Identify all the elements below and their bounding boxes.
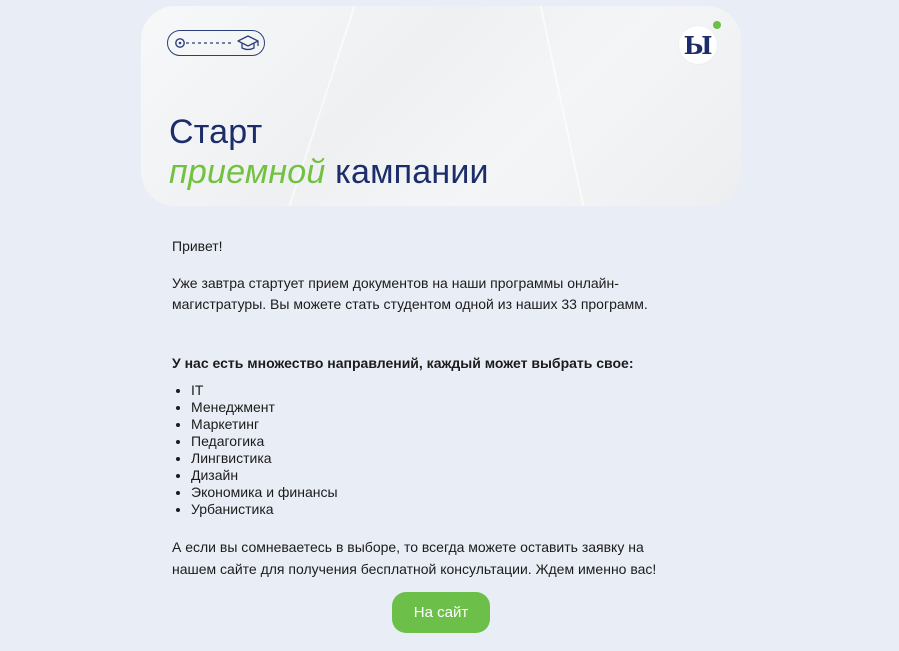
list-item: • Маркетинг (191, 416, 662, 433)
banner-title-rest: кампании (335, 153, 489, 191)
list-item: • Педагогика (191, 433, 662, 450)
hse-logo-icon[interactable] (679, 26, 717, 64)
to-site-button[interactable] (392, 592, 490, 633)
list-item: • Дизайн (191, 467, 662, 484)
banner-title-accent: приемной (169, 153, 326, 191)
list-item: • Менеджмент (191, 399, 662, 416)
list-item: • Урбанистика (191, 501, 662, 518)
list-item: • IT (191, 382, 662, 399)
online-dot-icon (713, 21, 721, 29)
banner-title-line1: Старт (169, 113, 263, 151)
intro-text: Уже завтра стартует прием документов на наши программы онлайн-магистратуры. Вы можете стать студентом одной из наших 33 программ. (172, 275, 648, 312)
programs-list (172, 382, 662, 518)
list-item: • Лингвистика (191, 450, 662, 467)
banner-title (169, 112, 489, 192)
header-banner (141, 6, 741, 206)
email-body (172, 236, 662, 580)
banner-title-line2 (169, 152, 489, 192)
list-item: • Экономика и финансы (191, 484, 662, 501)
to-site-button-label: На сайт (413, 604, 469, 621)
logo-letter: Ы (683, 30, 713, 60)
path-pill-icon (167, 30, 265, 56)
greeting-text: Привет! (172, 238, 223, 254)
paper-crease (536, 6, 588, 206)
programs-heading: У нас есть множество направлений, каждый может выбрать свое: (172, 355, 634, 371)
outro-text: А если вы сомневаетесь в выборе, то всегда можете оставить заявку на нашем сайте для получения бесплатной консультации. Ждем именно вас! (172, 539, 657, 577)
graduation-cap-icon (238, 36, 258, 50)
